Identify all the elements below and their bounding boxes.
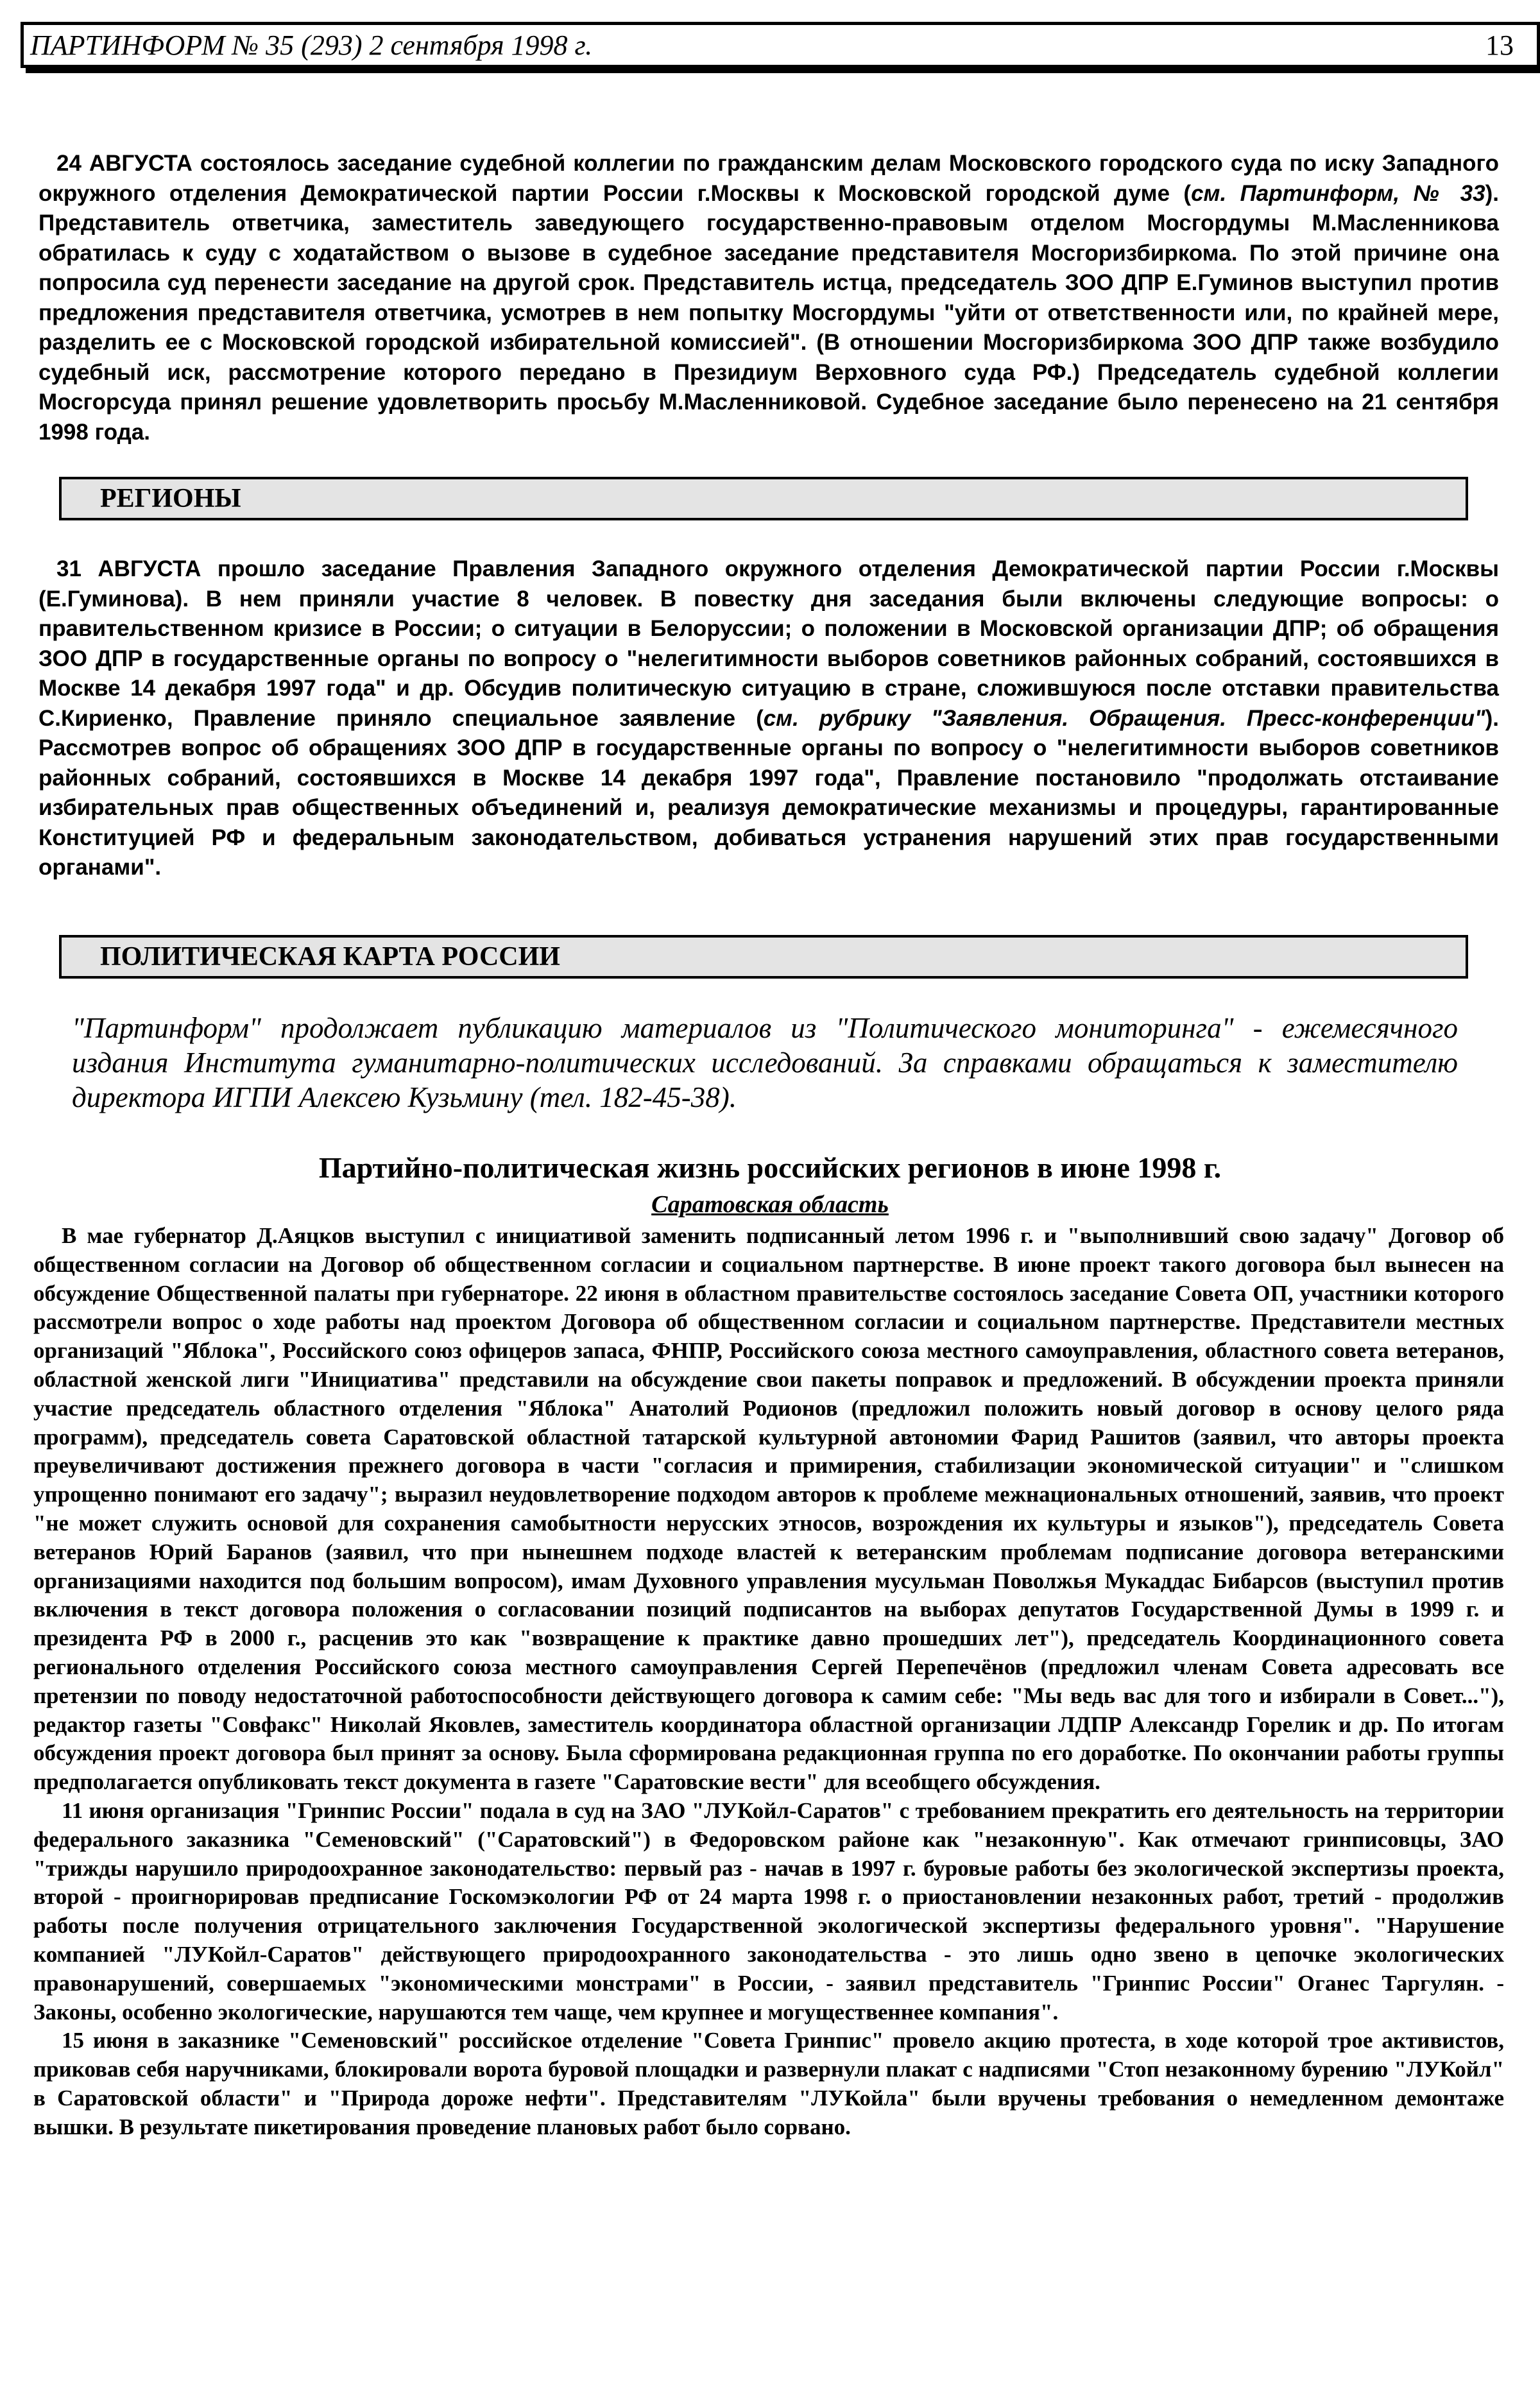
page-number: 13 xyxy=(1485,29,1514,61)
article-paragraph: 11 июня организация "Гринпис России" подала в суд на ЗАО "ЛУКойл-Саратов" с требованием прекратить его деятельность на территории федерального заказника "Семеновский" ("Саратовский") в Федоровском районе как "незаконную". Как отмечают гринписовцы, ЗАО "трижды нарушило природоохранное законодательство: первый раз - начав в 1997 г. буровые работы без экологической экспертизы проекта, второй - проигнорировав предписание Госкомэкологии РФ от 24 марта 1998 г. о приостановлении незаконных работ, третий - продолжив работы после получения отрицательного заключения Государственной экологической экспертизы федерального уровня". "Нарушение компанией "ЛУКойл-Саратов" действующего природоохранного законодательства - это лишь одно звено в цепочке экологических правонарушений, совершаемых "экономическими монстрами" в России, - заявил представитель "Гринпис России" Оганес Таргулян. - Законы, особенно экологические, нарушаются тем чаще, чем крупнее и могущественнее компания". xyxy=(33,1797,1504,2025)
news-paragraph: 24 АВГУСТА состоялось заседание судебной коллегии по гражданским делам Московского городского суда по иску Западного окружного отделения Демократической партии России г.Москвы к Московской городской думе (см. Партинформ, № 33). Представитель ответчика, заместитель заведующего государственно-правовым отделом Мосгордумы М.Масленникова обратилась к суду с ходатайством о вызове в судебное заседание представителя Мосгоризбиркома. По этой причине она попросила суд перенести заседание на другой срок. Представитель истца, председатель ЗОО ДПР Е.Гуминов выступил против предложения представителя ответчика, усмотрев в нем попытку Мосгордумы "уйти от ответственности или, по крайней мере, разделить ее с Московской городской избирательной комиссией". (В отношении Мосгоризбиркома ЗОО ДПР также возбудило судебный иск, рассмотрение которого передано в Президиум Верховного суда РФ.) Председатель судебной коллегии Мосгорсуда принял решение удовлетворить просьбу М.Масленниковой. Судебное заседание было перенесено на 21 сентября 1998 года. xyxy=(38,151,1499,445)
header-title: ПАРТИНФОРМ № 35 (293) 2 сентября 1998 г. xyxy=(30,29,593,61)
cross-reference: см. рубрику "Заявления. Обращения. Пресс-конференции" xyxy=(763,705,1485,731)
cross-reference: см. Партинформ, № 33 xyxy=(1191,180,1485,206)
article-body xyxy=(33,1222,1504,2142)
article-paragraph: 15 июня в заказнике "Семеновский" российское отделение "Совета Гринпис" провело акцию протеста, в ходе которой трое активистов, приковав себя наручниками, блокировали ворота буровой площадки и развернули плакат с надписями "Стоп незаконному бурению "ЛУКойл" в Саратовской области" и "Природа дороже нефти". Представителям "ЛУКойла" были вручены требования о немедленном демонтаже вышки. В результате пикетирования проведение плановых работ было сорвано. xyxy=(33,2028,1504,2139)
news-item-board-meeting xyxy=(38,554,1499,883)
article-title: Партийно-политическая жизнь российских регионов в июне 1998 г. xyxy=(318,1151,1222,1184)
article-region-subheading: Саратовская область xyxy=(651,1191,889,1218)
article-paragraph: В мае губернатор Д.Аяцков выступил с инициативой заменить подписанный летом 1996 г. и "выполнивший свою задачу" Договор об общественном согласии на Договор об общественном согласии и социальном партнерстве. В июне проект такого договора был вынесен на обсуждение Общественной палаты при губернаторе. 22 июня в областном правительстве состоялось заседание Совета ОП, участники которого рассмотрели вопрос о ходе работы над проектом Договора об общественном согласии и социальном партнерстве. Представители местных организаций "Яблока", Российского союз офицеров запаса, ФНПР, Российского союза местного самоуправления, областного совета ветеранов, областной женской лиги "Инициатива" представили на обсуждение свои пакеты поправок и предложений. В обсуждении проекта приняли участие председатель областного отделения "Яблока" Анатолий Родионов (предложил положить новый договор в основу целого ряда программ), председатель совета Саратовской областной татарской культурной автономии Фарид Рашитов (заявил, что авторы проекта преувеличивают достижения прежнего договора в части "согласия и примирения, стабилизации экономической ситуации" и "слишком упрощенно понимают его задачу"; выразил неудовлетворение подходом авторов к проблеме межнациональных отношений, заявив, что проект "не может служить основой для сохранения самобытности нерусских этносов, возрождения их культуры и языков"), председатель Совета ветеранов Юрий Баранов (заявил, что при нынешнем подходе властей к ветеранским проблемам подписание договора ветеранскими организациями находится под большим вопросом), имам Духовного управления мусульман Поволжья Мукаддас Бибарсов (выступил против включения в текст договора положения о согласовании позиций подписантов на выборах депутатов Государственной Думы в 1999 г. и президента РФ в 2000 г., расценив это как "возвращение к практике давно прошедших лет"), председатель Координационного совета регионального отделения Российского союза местного самоуправления Сергей Перепечёнов (предложил членам Совета адресовать все претензии по поводу недостаточной работоспособности действующего договора к самим себе: "Мы ведь вас для того и избирали в Совет..."), редактор газеты "Совфакс" Николай Яковлев, заместитель координатора областной организации ЛДПР Александр Горелик и др. По итогам обсуждения проект договора был принят за основу. Была сформирована редакционная группа по его доработке. По окончании работы группы предполагается опубликовать текст документа в газете "Саратовские вести" для всеобщего обсуждения. xyxy=(33,1223,1504,1795)
section-heading-political-map: ПОЛИТИЧЕСКАЯ КАРТА РОССИИ xyxy=(59,935,1468,979)
section-heading-regions: РЕГИОНЫ xyxy=(59,477,1468,520)
section-intro: "Партинформ" продолжает публикацию материалов из "Политического мониторинга" - ежемесячного издания Института гуманитарно-политических исследований. За справками обращаться к заместителю директора ИГПИ Алексею Кузьмину (тел. 182-45-38). xyxy=(72,1012,1458,1113)
news-item-court xyxy=(38,149,1499,447)
page-header xyxy=(21,22,1540,68)
news-paragraph: 31 АВГУСТА прошло заседание Правления Западного окружного отделения Демократической партии России г.Москвы (Е.Гуминова). В нем приняли участие 8 человек. В повестку дня заседания были включены следующие вопросы: о правительственном кризисе в России; о ситуации в Белоруссии; о положении в Московской организации ДПР; об обращения ЗОО ДПР в государственные органы по вопросу о "нелегитимности выборов советников районных собраний, состоявшихся в Москве 14 декабря 1997 года" и др. Обсудив политическую ситуацию в стране, сложившуюся после отставки правительства С.Кириенко, Правление приняло специальное заявление (см. рубрику "Заявления. Обращения. Пресс-конференции"). Рассмотрев вопрос об обращениях ЗОО ДПР в государственные органы по вопросу о "нелегитимности выборов советников районных собраний, состоявшихся в Москве 14 декабря 1997 года", Правление постановило "продолжать отстаивание избирательных прав общественных объединений и, реализуя демократические механизмы и процедуры, гарантированные Конституцией РФ и федеральным законодательством, добиваться устранения нарушений этих прав государственными органами". xyxy=(38,556,1499,880)
